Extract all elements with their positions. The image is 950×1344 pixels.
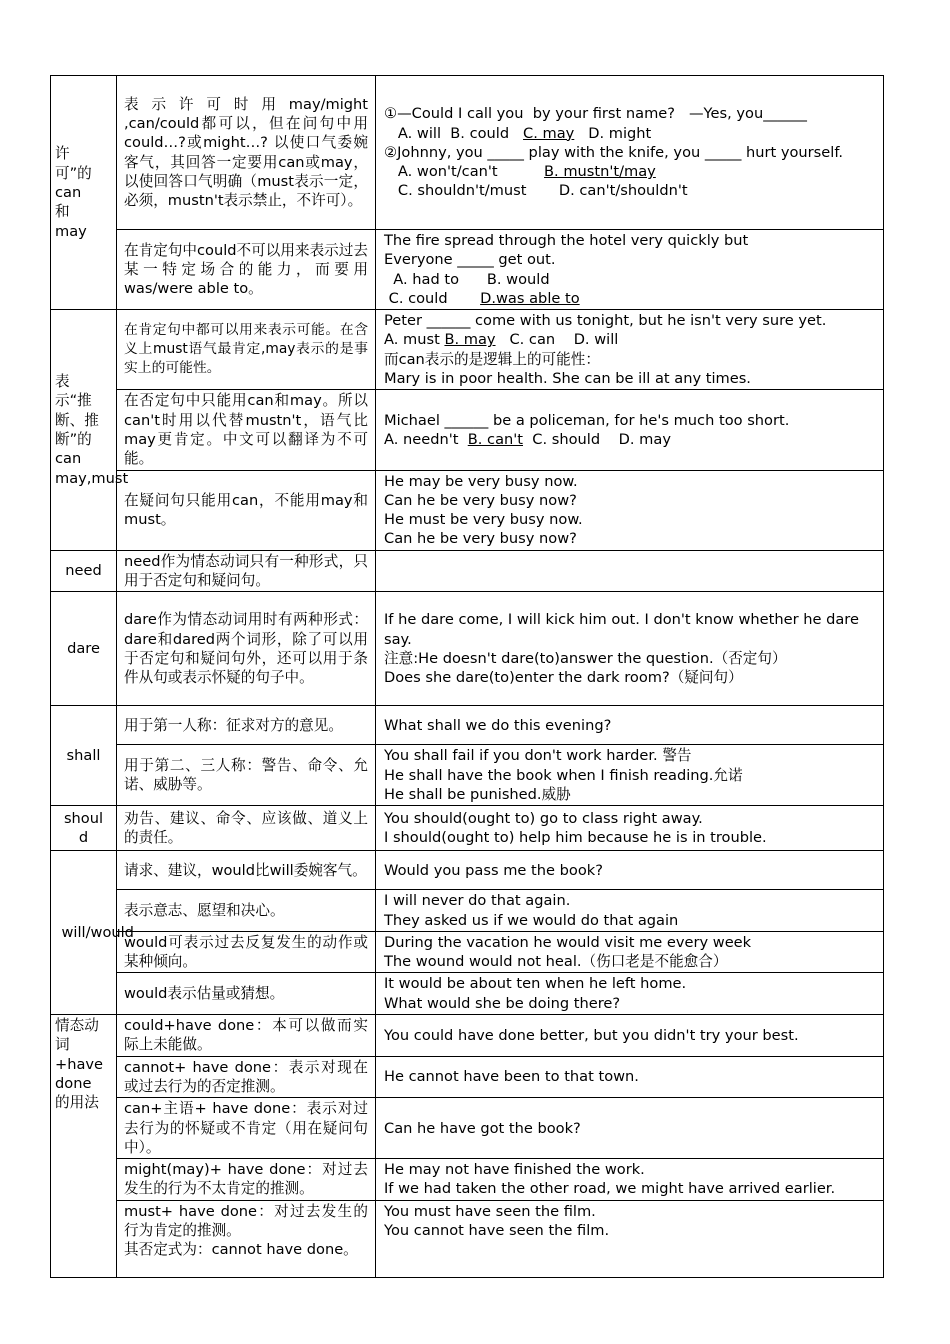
description-cell: need作为情态动词只有一种形式，只用于否定句和疑问句。	[117, 550, 376, 592]
example-cell	[376, 806, 884, 851]
example-cell	[376, 390, 884, 470]
table-row	[51, 550, 884, 592]
example-cell	[376, 592, 884, 706]
topic-cell	[51, 76, 117, 310]
example-cell: What shall we do this evening?	[376, 706, 884, 745]
table-row	[51, 806, 884, 851]
description-cell: 表示意志、愿望和决心。	[117, 890, 376, 932]
example-line: The wound would not heal.（伤口老是不能愈合）	[384, 953, 728, 971]
description-cell: cannot+ have done：表示对现在或过去行为的否定推测。	[117, 1056, 376, 1098]
description-cell: 在肯定句中都可以用来表示可能。在含义上must语气最肯定,may表示的是事实上的可能性。	[117, 310, 376, 390]
example-line: C. shouldn't/must D. can't/shouldn't	[384, 182, 688, 200]
option-text: D. might	[574, 124, 652, 142]
example-cell: Can he have got the book?	[376, 1098, 884, 1159]
description-cell: 在否定句中只能用can和may。所以can't时用以代替mustn't，语气比may更肯定。中文可以翻译为不可能。	[117, 390, 376, 470]
topic-label-will-would: will/would	[61, 923, 134, 941]
description-cell: dare作为情态动词用时有两种形式：dare和dared两个词形，除了可以用于否定句和疑问句外，还可以用于条件从句或表示怀疑的句子中。	[117, 592, 376, 706]
example-cell	[376, 550, 884, 592]
description-cell: can+主语+ have done：表示对过去行为的怀疑或不肯定（用在疑问句中）。	[117, 1098, 376, 1159]
table-row	[51, 230, 884, 310]
topic-label-shall: shall	[51, 706, 117, 806]
table-row	[51, 890, 884, 932]
example-line	[384, 330, 876, 349]
table-row	[51, 1098, 884, 1159]
example-line: You must have seen the film.	[384, 1202, 596, 1220]
example-line: 注意:He doesn't dare(to)answer the question.（否定句）	[384, 649, 787, 667]
example-line: He shall be punished.威胁	[384, 785, 571, 803]
example-cell	[376, 470, 884, 550]
description-cell: 劝告、建议、命令、应该做、道义上的责任。	[117, 806, 376, 851]
description-cell: 用于第一人称：征求对方的意见。	[117, 706, 376, 745]
answer-underlined: B. may	[444, 331, 496, 349]
table-row	[51, 1015, 884, 1057]
topic-cell	[51, 1015, 117, 1278]
example-line: It would be about ten when he left home.	[384, 975, 687, 993]
example-line: Can he be very busy now?	[384, 530, 577, 548]
table-row	[51, 931, 884, 973]
example-line: You should(ought to) go to class right away.	[384, 809, 703, 827]
table-row	[51, 310, 884, 390]
topic-cell	[51, 851, 134, 1015]
example-cell	[376, 931, 884, 973]
option-text: A. needn't	[384, 430, 468, 448]
option-text: C. can D. will	[495, 331, 619, 349]
example-line: Peter ______ come with us tonight, but he isn't very sure yet.	[384, 312, 827, 330]
option-text: A. won't/can't	[384, 163, 545, 181]
topic-label-dare: dare	[51, 592, 117, 706]
description-text: must+ have done：对过去发生的行为肯定的推测。	[124, 1202, 368, 1239]
example-line: Michael ______ be a policeman, for he's much too short.	[384, 411, 790, 429]
answer-underlined: B. mustn't/may	[544, 163, 656, 181]
topic-label-should: should	[63, 809, 104, 847]
example-line: A. had to B. would	[384, 270, 550, 288]
description-cell: 用于第二、三人称：警告、命令、允诺、威胁等。	[117, 745, 376, 806]
topic-label-need: need	[51, 550, 117, 592]
example-line: What would she be doing there?	[384, 994, 621, 1012]
table-row	[51, 745, 884, 806]
description-cell: 表示许可时用may/might ,can/could都可以，但在问句中用could…?或might…? 以使口气委婉客气，其回答一定要用can或may，以使回答口气明确（must表示一定，必须，mustn't表示禁止，不许可）。	[117, 76, 376, 230]
example-cell	[376, 973, 884, 1015]
example-cell	[376, 890, 884, 932]
example-line: During the vacation he would visit me every week	[384, 933, 752, 951]
example-line	[384, 124, 876, 143]
example-cell	[376, 745, 884, 806]
description-text: 其否定式为：cannot have done。	[124, 1241, 358, 1259]
example-cell: He cannot have been to that town.	[376, 1056, 884, 1098]
option-text: A. will B. could	[384, 124, 524, 142]
modal-verbs-table	[50, 75, 884, 1278]
table-row	[51, 1200, 884, 1277]
example-line: I should(ought to) help him because he is in trouble.	[384, 829, 767, 847]
example-line: Can he be very busy now?	[384, 491, 577, 509]
grammar-sheet	[50, 75, 883, 1278]
example-line: If we had taken the other road, we might have arrived earlier.	[384, 1180, 836, 1198]
example-cell	[376, 1159, 884, 1201]
table-row	[51, 706, 884, 745]
example-line: 而can表示的是逻辑上的可能性：	[384, 350, 600, 368]
example-line: They asked us if we would do that again	[384, 911, 679, 929]
table-row	[51, 1159, 884, 1201]
example-line: ①—Could I call you by your first name? —Yes, you______	[384, 105, 807, 123]
example-line: ②Johnny, you _____ play with the knife, you _____ hurt yourself.	[384, 143, 844, 161]
answer-underlined: D.was able to	[480, 289, 580, 307]
example-line: He shall have the book when I finish reading.允诺	[384, 766, 743, 784]
example-cell	[376, 310, 884, 390]
table-row	[51, 973, 884, 1015]
table-row	[51, 390, 884, 470]
example-line	[384, 430, 876, 449]
example-cell: You could have done better, but you didn't try your best.	[376, 1015, 884, 1057]
table-row	[51, 1056, 884, 1098]
answer-underlined: B. can't	[467, 430, 523, 448]
example-line: The fire spread through the hotel very quickly but	[384, 232, 749, 249]
description-cell: 在疑问句只能用can，不能用may和must。	[117, 470, 376, 550]
example-line: You shall fail if you don't work harder. 警告	[384, 747, 692, 765]
topic-label-inference: 表示“推断、推断”的can may,must	[55, 373, 129, 487]
table-row	[51, 851, 884, 890]
example-line: Does she dare(to)enter the dark room?（疑问句）	[384, 669, 743, 687]
description-cell: might(may)+ have done：对过去发生的行为不太肯定的推测。	[117, 1159, 376, 1201]
example-cell	[376, 76, 884, 230]
description-cell: 请求、建议，would比will委婉客气。	[117, 851, 376, 890]
option-text: C. should D. may	[523, 430, 671, 448]
table-row	[51, 76, 884, 230]
example-line: Mary is in poor health. She can be ill at any times.	[384, 370, 751, 388]
topic-label-permission: 许可”的can和may	[55, 145, 92, 240]
example-line: I will never do that again.	[384, 892, 571, 910]
example-cell	[376, 230, 884, 310]
topic-cell	[51, 806, 117, 851]
description-cell: would表示估量或猜想。	[117, 973, 376, 1015]
example-line	[384, 289, 876, 308]
example-line: He may be very busy now.	[384, 472, 578, 490]
description-cell	[117, 1200, 376, 1277]
example-line	[384, 162, 876, 181]
example-cell: Would you pass me the book?	[376, 851, 884, 890]
description-cell: 在肯定句中could不可以用来表示过去某一特定场合的能力，而要用was/were able to。	[117, 230, 376, 310]
option-text: C. could	[384, 289, 481, 307]
option-text: A. must	[384, 331, 445, 349]
description-cell: would可表示过去反复发生的动作或某种倾向。	[117, 931, 376, 973]
example-line: You cannot have seen the film.	[384, 1221, 610, 1239]
table-row	[51, 592, 884, 706]
topic-label-have-done: 情态动词+have done的用法	[55, 1017, 104, 1112]
answer-underlined: C. may	[523, 124, 575, 142]
description-cell: could+have done：本可以做而实际上未能做。	[117, 1015, 376, 1057]
table-row	[51, 470, 884, 550]
example-line: He must be very busy now.	[384, 511, 583, 529]
topic-cell	[51, 310, 129, 551]
example-line: He may not have finished the work.	[384, 1161, 645, 1179]
example-line: Everyone _____ get out.	[384, 251, 556, 269]
example-cell	[376, 1200, 884, 1277]
example-line: If he dare come, I will kick him out. I don't know whether he dare say.	[384, 611, 859, 648]
